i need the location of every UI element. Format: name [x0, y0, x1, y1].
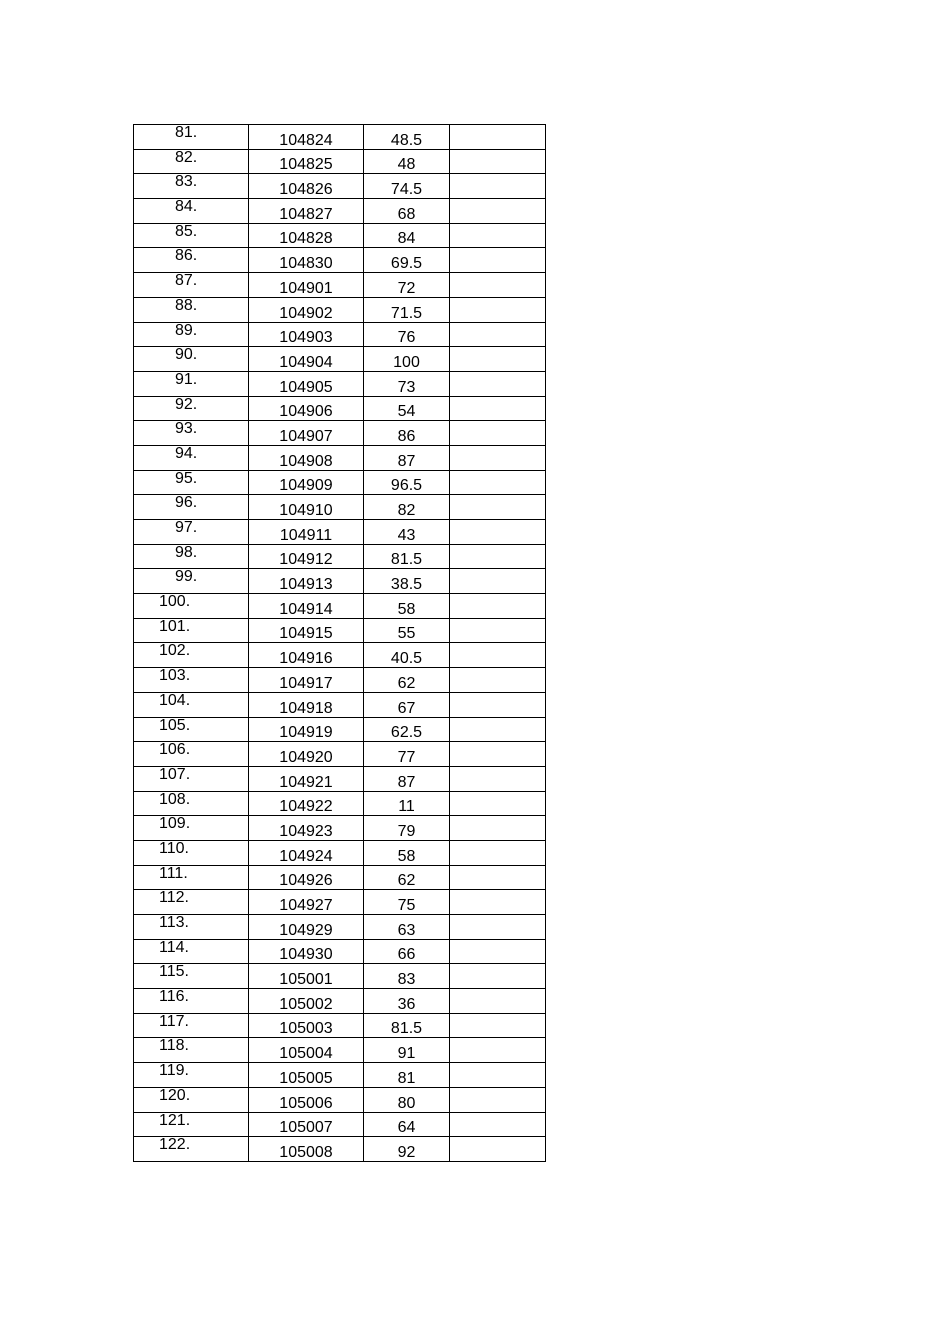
note-cell: [450, 766, 546, 791]
score-cell: 58: [364, 594, 450, 619]
row-number-cell: 91.: [134, 371, 249, 396]
table-row: [134, 569, 546, 594]
candidate-id-cell: 104923: [249, 816, 364, 841]
note-cell: [450, 618, 546, 643]
row-number-cell: 103.: [134, 668, 249, 693]
note-cell: [450, 816, 546, 841]
candidate-id-cell: 104930: [249, 939, 364, 964]
row-number-cell: 81.: [134, 125, 249, 150]
row-number-cell: 116.: [134, 989, 249, 1014]
candidate-id-cell: 104904: [249, 347, 364, 372]
score-cell: 55: [364, 618, 450, 643]
candidate-id-cell: 104919: [249, 717, 364, 742]
candidate-id-cell: 104908: [249, 445, 364, 470]
table-row: [134, 1087, 546, 1112]
note-cell: [450, 939, 546, 964]
score-cell: 62: [364, 865, 450, 890]
score-cell: 83: [364, 964, 450, 989]
row-number-cell: 86.: [134, 248, 249, 273]
candidate-id-cell: 104827: [249, 199, 364, 224]
note-cell: [450, 421, 546, 446]
note-cell: [450, 125, 546, 150]
table-row: [134, 248, 546, 273]
table-row: [134, 273, 546, 298]
note-cell: [450, 964, 546, 989]
score-cell: 54: [364, 396, 450, 421]
row-number-cell: 89.: [134, 322, 249, 347]
table-row: [134, 865, 546, 890]
candidate-id-cell: 105006: [249, 1087, 364, 1112]
row-number-cell: 113.: [134, 915, 249, 940]
score-cell: 11: [364, 791, 450, 816]
note-cell: [450, 890, 546, 915]
row-number-cell: 109.: [134, 816, 249, 841]
score-cell: 87: [364, 445, 450, 470]
score-cell: 91: [364, 1038, 450, 1063]
note-cell: [450, 569, 546, 594]
note-cell: [450, 742, 546, 767]
note-cell: [450, 989, 546, 1014]
score-cell: 64: [364, 1112, 450, 1137]
candidate-id-cell: 104916: [249, 643, 364, 668]
note-cell: [450, 1038, 546, 1063]
note-cell: [450, 347, 546, 372]
score-cell: 84: [364, 223, 450, 248]
row-number-cell: 85.: [134, 223, 249, 248]
row-number-cell: 94.: [134, 445, 249, 470]
score-cell: 81.5: [364, 544, 450, 569]
row-number-cell: 117.: [134, 1013, 249, 1038]
row-number-cell: 82.: [134, 149, 249, 174]
candidate-id-cell: 104903: [249, 322, 364, 347]
score-cell: 82: [364, 495, 450, 520]
note-cell: [450, 1087, 546, 1112]
score-cell: 96.5: [364, 470, 450, 495]
row-number-cell: 115.: [134, 964, 249, 989]
candidate-id-cell: 104824: [249, 125, 364, 150]
score-cell: 62.5: [364, 717, 450, 742]
candidate-id-cell: 105001: [249, 964, 364, 989]
candidate-id-cell: 104910: [249, 495, 364, 520]
note-cell: [450, 322, 546, 347]
note-cell: [450, 544, 546, 569]
score-cell: 77: [364, 742, 450, 767]
score-cell: 43: [364, 520, 450, 545]
table-row: [134, 223, 546, 248]
table-row: [134, 125, 546, 150]
candidate-id-cell: 104921: [249, 766, 364, 791]
score-cell: 48.5: [364, 125, 450, 150]
table-row: [134, 643, 546, 668]
row-number-cell: 87.: [134, 273, 249, 298]
row-number-cell: 83.: [134, 174, 249, 199]
candidate-id-cell: 104915: [249, 618, 364, 643]
candidate-id-cell: 104825: [249, 149, 364, 174]
note-cell: [450, 396, 546, 421]
note-cell: [450, 594, 546, 619]
note-cell: [450, 668, 546, 693]
candidate-id-cell: 104830: [249, 248, 364, 273]
score-table: [133, 124, 546, 1162]
candidate-id-cell: 104922: [249, 791, 364, 816]
row-number-cell: 107.: [134, 766, 249, 791]
candidate-id-cell: 105005: [249, 1063, 364, 1088]
note-cell: [450, 470, 546, 495]
score-cell: 81.5: [364, 1013, 450, 1038]
score-cell: 38.5: [364, 569, 450, 594]
row-number-cell: 106.: [134, 742, 249, 767]
table-row: [134, 421, 546, 446]
row-number-cell: 102.: [134, 643, 249, 668]
score-cell: 58: [364, 840, 450, 865]
row-number-cell: 93.: [134, 421, 249, 446]
score-cell: 48: [364, 149, 450, 174]
note-cell: [450, 445, 546, 470]
candidate-id-cell: 104905: [249, 371, 364, 396]
note-cell: [450, 371, 546, 396]
table-row: [134, 668, 546, 693]
candidate-id-cell: 104929: [249, 915, 364, 940]
note-cell: [450, 495, 546, 520]
candidate-id-cell: 105007: [249, 1112, 364, 1137]
note-cell: [450, 1137, 546, 1162]
row-number-cell: 84.: [134, 199, 249, 224]
table-row: [134, 396, 546, 421]
candidate-id-cell: 104924: [249, 840, 364, 865]
table-row: [134, 840, 546, 865]
table-row: [134, 174, 546, 199]
candidate-id-cell: 105004: [249, 1038, 364, 1063]
score-cell: 69.5: [364, 248, 450, 273]
note-cell: [450, 297, 546, 322]
score-cell: 75: [364, 890, 450, 915]
row-number-cell: 100.: [134, 594, 249, 619]
table-row: [134, 692, 546, 717]
row-number-cell: 118.: [134, 1038, 249, 1063]
row-number-cell: 122.: [134, 1137, 249, 1162]
score-cell: 71.5: [364, 297, 450, 322]
row-number-cell: 88.: [134, 297, 249, 322]
candidate-id-cell: 104911: [249, 520, 364, 545]
score-cell: 63: [364, 915, 450, 940]
table-row: [134, 1112, 546, 1137]
note-cell: [450, 791, 546, 816]
score-cell: 74.5: [364, 174, 450, 199]
table-row: [134, 495, 546, 520]
note-cell: [450, 174, 546, 199]
table-row: [134, 445, 546, 470]
candidate-id-cell: 104907: [249, 421, 364, 446]
table-row: [134, 371, 546, 396]
note-cell: [450, 865, 546, 890]
row-number-cell: 99.: [134, 569, 249, 594]
note-cell: [450, 717, 546, 742]
score-cell: 40.5: [364, 643, 450, 668]
candidate-id-cell: 104914: [249, 594, 364, 619]
score-cell: 87: [364, 766, 450, 791]
table-row: [134, 766, 546, 791]
score-cell: 79: [364, 816, 450, 841]
candidate-id-cell: 104926: [249, 865, 364, 890]
row-number-cell: 101.: [134, 618, 249, 643]
row-number-cell: 114.: [134, 939, 249, 964]
table-row: [134, 989, 546, 1014]
row-number-cell: 96.: [134, 495, 249, 520]
score-cell: 66: [364, 939, 450, 964]
note-cell: [450, 1063, 546, 1088]
candidate-id-cell: 104927: [249, 890, 364, 915]
table-row: [134, 816, 546, 841]
row-number-cell: 97.: [134, 520, 249, 545]
table-row: [134, 1038, 546, 1063]
candidate-id-cell: 105008: [249, 1137, 364, 1162]
table-row: [134, 199, 546, 224]
table-row: [134, 520, 546, 545]
candidate-id-cell: 104917: [249, 668, 364, 693]
row-number-cell: 111.: [134, 865, 249, 890]
table-row: [134, 890, 546, 915]
row-number-cell: 95.: [134, 470, 249, 495]
score-table-body: [134, 125, 546, 1162]
table-row: [134, 149, 546, 174]
table-row: [134, 717, 546, 742]
note-cell: [450, 1013, 546, 1038]
row-number-cell: 90.: [134, 347, 249, 372]
candidate-id-cell: 104902: [249, 297, 364, 322]
score-cell: 81: [364, 1063, 450, 1088]
score-cell: 73: [364, 371, 450, 396]
row-number-cell: 112.: [134, 890, 249, 915]
note-cell: [450, 248, 546, 273]
table-row: [134, 791, 546, 816]
score-cell: 36: [364, 989, 450, 1014]
score-cell: 80: [364, 1087, 450, 1112]
candidate-id-cell: 104918: [249, 692, 364, 717]
table-row: [134, 1013, 546, 1038]
row-number-cell: 104.: [134, 692, 249, 717]
score-cell: 76: [364, 322, 450, 347]
note-cell: [450, 273, 546, 298]
score-cell: 67: [364, 692, 450, 717]
table-row: [134, 742, 546, 767]
candidate-id-cell: 104826: [249, 174, 364, 199]
table-row: [134, 915, 546, 940]
note-cell: [450, 199, 546, 224]
score-cell: 72: [364, 273, 450, 298]
row-number-cell: 98.: [134, 544, 249, 569]
note-cell: [450, 149, 546, 174]
score-cell: 86: [364, 421, 450, 446]
candidate-id-cell: 104901: [249, 273, 364, 298]
row-number-cell: 119.: [134, 1063, 249, 1088]
row-number-cell: 120.: [134, 1087, 249, 1112]
candidate-id-cell: 104909: [249, 470, 364, 495]
table-row: [134, 939, 546, 964]
row-number-cell: 110.: [134, 840, 249, 865]
note-cell: [450, 692, 546, 717]
table-row: [134, 347, 546, 372]
table-row: [134, 964, 546, 989]
score-cell: 92: [364, 1137, 450, 1162]
candidate-id-cell: 105003: [249, 1013, 364, 1038]
score-cell: 100: [364, 347, 450, 372]
note-cell: [450, 520, 546, 545]
row-number-cell: 105.: [134, 717, 249, 742]
candidate-id-cell: 104913: [249, 569, 364, 594]
candidate-id-cell: 105002: [249, 989, 364, 1014]
table-row: [134, 618, 546, 643]
table-row: [134, 544, 546, 569]
row-number-cell: 108.: [134, 791, 249, 816]
table-row: [134, 1063, 546, 1088]
table-row: [134, 322, 546, 347]
note-cell: [450, 840, 546, 865]
candidate-id-cell: 104828: [249, 223, 364, 248]
table-row: [134, 594, 546, 619]
row-number-cell: 92.: [134, 396, 249, 421]
table-row: [134, 1137, 546, 1162]
candidate-id-cell: 104920: [249, 742, 364, 767]
candidate-id-cell: 104912: [249, 544, 364, 569]
note-cell: [450, 915, 546, 940]
row-number-cell: 121.: [134, 1112, 249, 1137]
table-row: [134, 470, 546, 495]
table-row: [134, 297, 546, 322]
score-cell: 68: [364, 199, 450, 224]
note-cell: [450, 1112, 546, 1137]
note-cell: [450, 223, 546, 248]
note-cell: [450, 643, 546, 668]
score-cell: 62: [364, 668, 450, 693]
candidate-id-cell: 104906: [249, 396, 364, 421]
